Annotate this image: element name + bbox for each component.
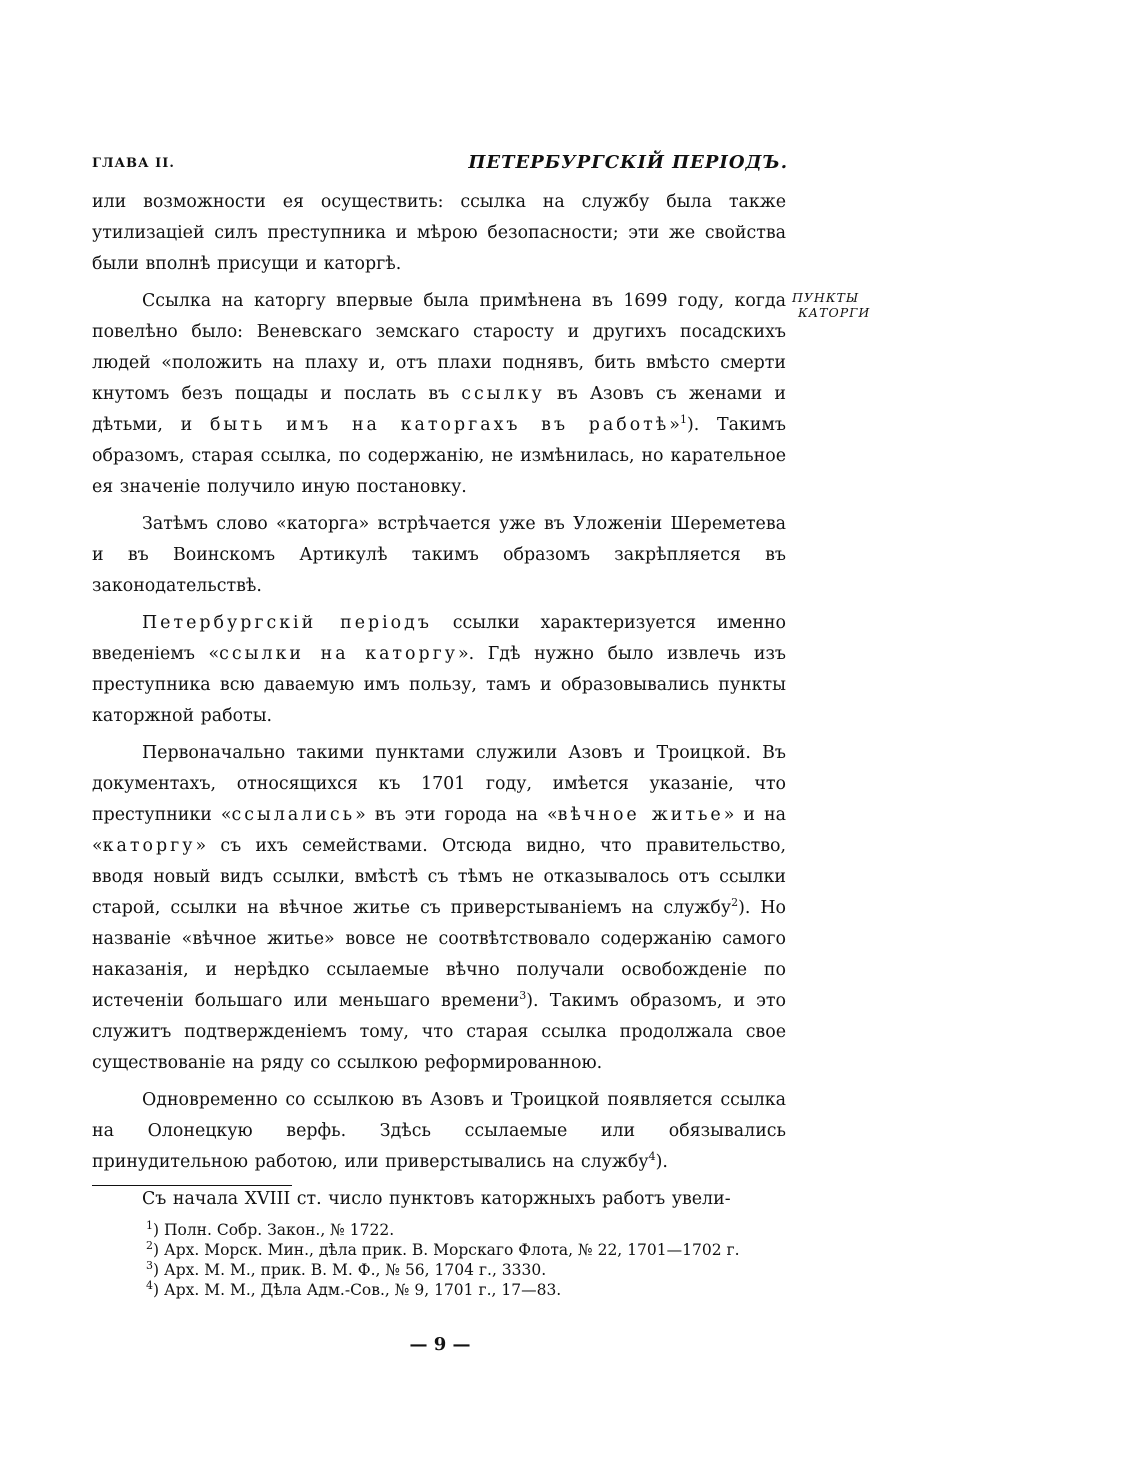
footnotes — [146, 1220, 806, 1300]
margin-note — [792, 290, 882, 320]
footnote-text: ) Полн. Собр. Закон., № 1722. — [153, 1221, 395, 1239]
paragraph-2 — [92, 286, 786, 503]
text-run: Первоначально такими пунктами служили Азовъ и Троицкой. Въ документахъ, относящихся къ 1701 году, имѣется указанiе, что преступники « — [92, 743, 786, 825]
paragraph-3: Затѣмъ слово «каторга» встрѣчается уже въ Уложенiи Шереметева и въ Воинскомъ Артикулѣ такимъ образомъ закрѣпляется въ законодательствѣ. — [92, 514, 786, 596]
footnote-divider — [92, 1185, 292, 1186]
text-run: » и на « — [92, 805, 786, 856]
footnote-ref: 2 — [731, 896, 739, 910]
spaced-text: ссылались — [231, 805, 356, 825]
footnote-ref: 1 — [679, 413, 687, 427]
footnote-mark: 3 — [146, 1258, 153, 1272]
text-run: въ Азовъ съ женами и дѣтьми, и — [92, 384, 786, 435]
footnote-item — [146, 1280, 806, 1300]
footnote-text: ) Арх. М. М., Дѣла Адм.-Сов., № 9, 1701 г., 17—83. — [153, 1281, 562, 1299]
paragraph-4 — [92, 608, 786, 732]
footnote-ref: 3 — [519, 989, 527, 1003]
text-run: ). Такимъ образомъ, и это служитъ подтвержденiемъ тому, что старая ссылка продолжала свое существованiе на ряду со ссылкою реформированною. — [92, 991, 786, 1073]
footnote-mark: 4 — [146, 1278, 153, 1292]
text-run: Ссылка на каторгу впервые была примѣнена въ 1699 году, когда повелѣно было: Веневскаго земскаго старосту и другихъ посадскихъ людей «положить на плаху и, отъ плахи поднявъ, бить вмѣсто смерти кнутомъ безъ пощады и послать въ — [92, 291, 786, 404]
paragraph-6 — [92, 1085, 786, 1178]
spaced-text: быть имъ на каторгахъ въ работѣ — [209, 415, 670, 435]
text-run: » съ ихъ семействами. Отсюда видно, что правительство, вводя новый видъ ссылки, вмѣстѣ съ тѣмъ не отказывалось отъ ссылки старой, ссылки на вѣчное житье съ приверстыванiемъ на службу — [92, 836, 786, 918]
text-run: ). — [655, 1152, 668, 1172]
footnote-item — [146, 1220, 806, 1240]
text-run: » въ эти города на « — [355, 805, 558, 825]
footnote-item — [146, 1260, 806, 1280]
spaced-text: ссылки на каторгу — [219, 644, 458, 664]
text-run: ). Но названiе «вѣчное житье» вовсе не соотвѣтствовало содержанiю самого наказанiя, и нерѣдко ссылаемые вѣчно получали освобожденiе по истеченiи большаго или меньшаго времени — [92, 898, 786, 1011]
footnote-text: ) Арх. Морск. Мин., дѣла прик. В. Морскаго Флота, № 22, 1701—1702 г. — [153, 1241, 740, 1259]
paragraph-5 — [92, 738, 786, 1079]
running-header — [92, 152, 788, 176]
spaced-text: Петербургскiй перiодъ — [142, 613, 432, 633]
chapter-label: ГЛАВА II. — [92, 156, 175, 171]
page-number: — 9 — — [409, 1334, 471, 1355]
footnote-text: ) Арх. М. М., прик. В. М. Ф., № 56, 1704 г., 3330. — [153, 1261, 547, 1279]
text-run: ». Гдѣ нужно было извлечь изъ преступника всю даваемую имъ пользу, тамъ и образовывались пункты каторжной работы. — [92, 644, 786, 726]
text-run: » — [669, 415, 680, 435]
margin-note-line-1: ПУНКТЫ — [792, 290, 860, 305]
text-run: ). Такимъ образомъ, старая ссылка, по содержанiю, не измѣнилась, но карательное ея значенiе получило иную постановку. — [92, 415, 786, 497]
spaced-text: каторгу — [102, 836, 196, 856]
text-run: Одновременно со ссылкою въ Азовъ и Троицкой появляется ссылка на Олонецкую верфь. Здѣсь ссылаемые или обязывались принудительною работою, или приверстывались на службу — [92, 1090, 786, 1172]
text-run: ссылки характеризуется именно введенiемъ « — [92, 613, 786, 664]
spaced-text: ссылку — [461, 384, 545, 404]
footnote-item — [146, 1240, 806, 1260]
spaced-text: вѣчное житье — [557, 805, 724, 825]
paragraph-1: или возможности ея осуществить: ссылка на службу была также утилизацiей силъ преступника и мѣрою безопасности; эти же свойства были вполнѣ присущи и каторгѣ. — [92, 192, 786, 274]
footnote-mark: 1 — [146, 1218, 153, 1232]
section-title: ПЕТЕРБУРГСКІЙ ПЕРІОДЪ. — [468, 152, 788, 173]
footnote-mark: 2 — [146, 1238, 153, 1252]
margin-note-line-2: КАТОРГИ — [798, 305, 871, 320]
body-text — [92, 187, 786, 1221]
paragraph-7: Съ начала XVIII ст. число пунктовъ каторжныхъ работъ увели- — [142, 1189, 731, 1209]
footnote-ref: 4 — [648, 1150, 656, 1164]
